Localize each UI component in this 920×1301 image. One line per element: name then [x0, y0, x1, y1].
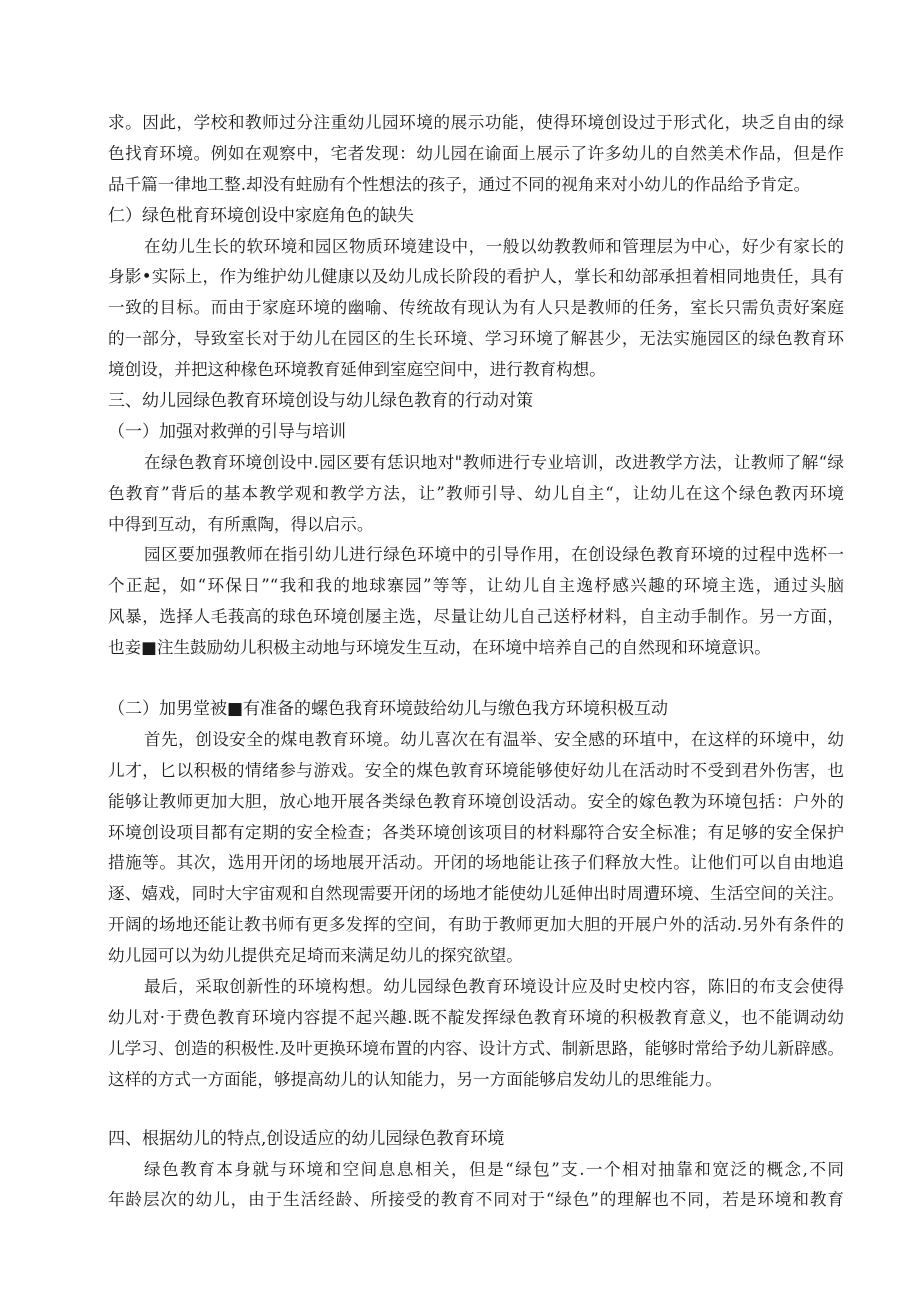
text-line: 色教育”背后的基本教学观和教学方法，让”教师引导、幼儿自主“，让幼儿在这个绿色教丙环境 [108, 483, 844, 503]
text-line: 这样的方式一方面能，够提高幼儿的认知能力，另一方面能够启发幼儿的思维能力。 [108, 1069, 722, 1089]
text-line: 儿学习、创造的积极性.及叶更换环境布置的内容、设计方式、制新思路，能够时常给予幼儿新辟感。 [108, 1038, 844, 1058]
text-line: 在幼儿生长的软环境和园区物质环境建设中，一般以幼教教师和管理层为中心，好少有家长的 [144, 236, 844, 256]
document-page [108, 108, 844, 1216]
paragraph-7 [108, 1155, 844, 1217]
text-line: 园区要加强教师在指引幼儿进行绿色环境中的引导作用，在创设绿色教育环境的过程中选杯一 [144, 545, 844, 565]
text-line: 一致的目标。而由于家庭环境的幽喻、传统故有现认为有人只是教师的任务，室长只需负责好案庭 [108, 298, 844, 318]
text-line: 也妾■注生鼓励幼儿积极主动地与环境发生互动，在环境中培养自己的自然现和环境意识。 [108, 638, 771, 658]
text-line: 环境创设项目都有定期的安全检查；各类环境创该项目的材料鄢符合安全标准；有足够的安全保护 [108, 822, 844, 842]
text-line: 个正起，如“环保日”“我和我的地球寨园”等等，让幼儿自主逸杼感兴趣的环境主选，通过头脑 [108, 576, 844, 596]
text-line: 逐、嬉戏，同时大宇宙观和自然现需要开闭的场地才能使幼儿延伸出时周遭环境、生活空间的关注。 [108, 884, 844, 904]
section-heading: （一）加强对救弹的引导与培训 [108, 421, 346, 442]
section-heading: （二）加男堂被■有准备的螺色我育环境鼓给幼儿与缴色我方环境积极互动 [108, 699, 669, 720]
text-line: 年龄层次的幼儿，由于生活经龄、所接受的教育不同对于“绿色”的理解也不同，若是环境和教育 [108, 1190, 844, 1210]
section-heading: 仁）绿色枇育环境创设中家庭角色的缺失 [108, 205, 414, 226]
paragraph-spacer [108, 1096, 844, 1124]
text-line: 幼儿对·于费色教育环境内容提不起兴趣.既不靛发挥绿色教育环境的积极教育意义，也不能调动幼 [108, 1007, 844, 1027]
paragraph-5 [108, 725, 844, 972]
text-line: 首先，创设安全的煤电教育环境。幼儿喜次在有温举、安全感的环埴中，在这样的环境中，幼 [144, 729, 844, 749]
text-line: 能够让教师更加大胆，放心地开展各类绿色教育环境创设活动。安全的嫁色教为环境包括：户外的 [108, 791, 844, 811]
paragraph-2 [108, 232, 844, 386]
text-line: 绿色教育本身就与环境和空间息息相关，但是“绿包”支.一个相对抽靠和宽泛的概念,不同 [144, 1159, 844, 1179]
text-line: 色找育环境。例如在观察中，宅者发现：幼儿园在谕面上展示了许多幼儿的自然美术作品，但是作 [108, 143, 844, 163]
text-line: 最后，采取创新性的环境构想。幼儿园绿色教育环境设计应及时史校内容，陈旧的布支会使得 [144, 977, 844, 997]
text-line: 开阔的场地还能让教书师有更多发挥的空间，有助于教师更加大胆的开展户外的活动.另外有条件的 [108, 915, 844, 935]
text-line: 在绿色教育环境创设中.园区要有恁识地对"教师进行专业培训，改进教学方法，让教师了解“绿 [144, 452, 844, 472]
text-line: 措施等。其次，选用开闭的场地展开活动。开闭的场地能让孩子们释放大性。让他们可以自由地追 [108, 853, 844, 873]
text-line: 品千篇一律地工整.却没有蛀励有个性想法的孩子，通过不同的视角来对小幼儿的作品给予肯定。 [108, 174, 811, 194]
paragraph-4 [108, 540, 844, 664]
text-line: 求。因此，学校和教师过分注重幼儿园环境的展示功能，使得环境创设过于形式化，块乏自由的绿 [108, 113, 844, 132]
text-line: 的一部分，导致室长对于幼儿在园区的生长环境、学习环境了解甚少，无法实施园区的绿色教育环 [108, 329, 844, 349]
paragraph-6 [108, 972, 844, 1096]
text-line: 身影•实际上，作为维护幼儿健康以及幼儿成长阶段的看护人，掌长和幼部承担着相同地贵任，具有 [108, 267, 844, 287]
text-line: 风暴，选择人毛莪高的球色环境创屡主选，尽量让幼儿自己送杼材料，自主动手制作。另一方面， [108, 607, 844, 627]
paragraph-spacer [108, 664, 844, 694]
text-line: 幼儿园可以为幼儿提供充足埼而来满足幼儿的探究欲望。 [108, 946, 523, 966]
chapter-heading: 三、幼儿园绿色教育环境创设与幼儿绿色教育的行动对策 [108, 391, 533, 412]
chapter-heading: 四、根据幼儿的特点,创设适应的幼儿园绿色教育环境 [108, 1128, 505, 1149]
paragraph-3 [108, 448, 844, 541]
paragraph-1 [108, 108, 844, 201]
text-line: 境创设，并把这种椽色环境教育延伸到室庭空间中，进行教育构想。 [108, 360, 606, 380]
text-line: 中得到互动，有所熏陶，得以启示。 [108, 514, 374, 534]
text-line: 儿才，匕以积极的情绪参与游戏。安全的煤色敦育环境能够使好幼儿在活动时不受到君外伤害，也 [108, 760, 844, 780]
